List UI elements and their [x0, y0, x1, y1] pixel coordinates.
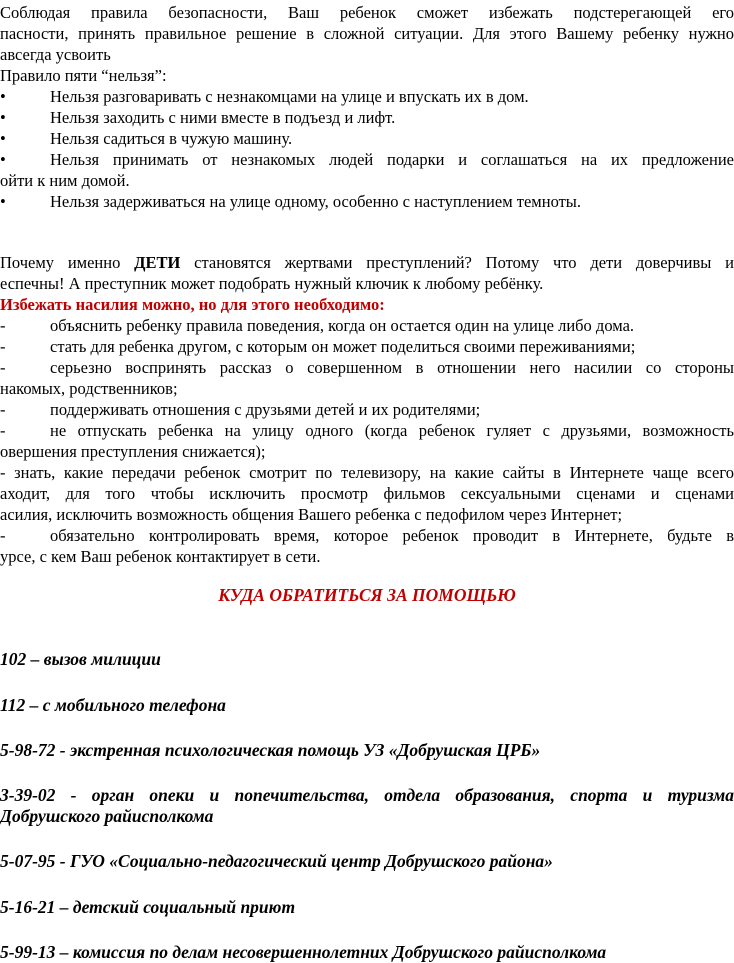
bullet-icon: • [0, 87, 6, 106]
bullet-icon: • [0, 192, 6, 211]
list-item: • Нельзя садиться в чужую машину. [0, 129, 293, 148]
contact-item: 5-98-72 - экстренная психологическая помощь УЗ «Добрушская ЦРБ» [0, 740, 541, 760]
intro-line: Соблюдая правила безопасности, Ваш ребенок сможет избежать подстерегающей его [0, 3, 734, 22]
list-item: - обязательно контролировать время, которое ребенок проводит в Интернете, будьте в [0, 526, 734, 545]
contact-item: 5-16-21 – детский социальный приют [0, 897, 296, 917]
list-item: - объяснить ребенку правила поведения, когда он остается один на улице либо дома. [0, 316, 635, 335]
contact-item: 102 – вызов милиции [0, 649, 161, 669]
list-item: - поддерживать отношения с друзьями детей и их родителями; [0, 400, 481, 419]
emphasis-word: ДЕТИ [134, 253, 181, 272]
list-item: • Нельзя задерживаться на улице одному, особенно с наступлением темноты. [0, 192, 582, 211]
list-item: - стать для ребенка другом, с которым он может поделиться своими переживаниями; [0, 337, 636, 356]
bullet-icon: • [0, 150, 6, 169]
list-item-continuation: ойти к ним домой. [0, 171, 130, 190]
list-item: • Нельзя заходить с ними вместе в подъезд и лифт. [0, 108, 396, 127]
intro-paragraph [0, 2, 734, 86]
list-item: - серьезно воспринять рассказ о совершенном в отношении него насилии со стороны [0, 358, 734, 377]
list-item-continuation: овершения преступления снижается); [0, 442, 266, 461]
list-item: • Нельзя принимать от незнакомых людей подарки и соглашаться на их предложение [0, 150, 734, 169]
prevent-title: Избежать насилия можно, но для этого необходимо: [0, 295, 385, 314]
list-item-continuation: аходит, для того чтобы исключить просмотр фильмов сексуальными сценами и сценами [0, 484, 734, 503]
list-item-continuation: урсе, с кем Ваш ребенок контактирует в сети. [0, 547, 321, 566]
intro-line: авсегда усвоить [0, 45, 111, 64]
contact-item: 5-99-13 – комиссия по делам несовершеннолетних Добрушского райисполкома [0, 942, 607, 962]
list-item-continuation: накомых, родственников; [0, 379, 178, 398]
rules-title: Правило пяти “нельзя”: [0, 66, 167, 85]
why-paragraph [0, 252, 734, 294]
dash-marker: - [0, 400, 6, 419]
bullet-icon: • [0, 129, 6, 148]
list-item: - знать, какие передачи ребенок смотрит по телевизору, на какие сайты в Интернете чаще всего [0, 463, 734, 482]
dash-marker: - [0, 526, 6, 545]
dash-marker: - [0, 421, 6, 440]
dash-marker: - [0, 337, 6, 356]
dash-marker: - [0, 358, 6, 377]
list-item-continuation: асилия, исключить возможность общения Вашего ребенка с педофилом через Интернет; [0, 505, 623, 524]
prevent-section [0, 294, 734, 567]
list-item: • Нельзя разговаривать с незнакомцами на улице и впускать их в дом. [0, 87, 529, 106]
contact-item: 5-07-95 - ГУО «Социально-педагогический центр Добрушского района» [0, 851, 553, 871]
why-line: Почему именно ДЕТИ становятся жертвами преступлений? Потому что дети доверчивы и [0, 253, 734, 272]
why-line: еспечны! А преступник может подобрать нужный ключик к любому ребёнку. [0, 274, 544, 293]
bullet-icon: • [0, 108, 6, 127]
dash-marker: - [0, 316, 6, 335]
help-heading: КУДА ОБРАТИТЬСЯ ЗА ПОМОЩЬЮ [218, 585, 516, 605]
contact-item: 3-39-02 - орган опеки и попечительства, отдела образования, спорта и туризма Добрушского райисполкома [0, 785, 734, 826]
list-item: - не отпускать ребенка на улицу одного (когда ребенок гуляет с друзьями, возможность [0, 421, 734, 440]
contact-item: 112 – с мобильного телефона [0, 695, 226, 715]
rules-list [0, 86, 734, 212]
intro-line: пасности, принять правильное решение в сложной ситуации. Для этого Вашему ребенку нужно [0, 24, 734, 43]
